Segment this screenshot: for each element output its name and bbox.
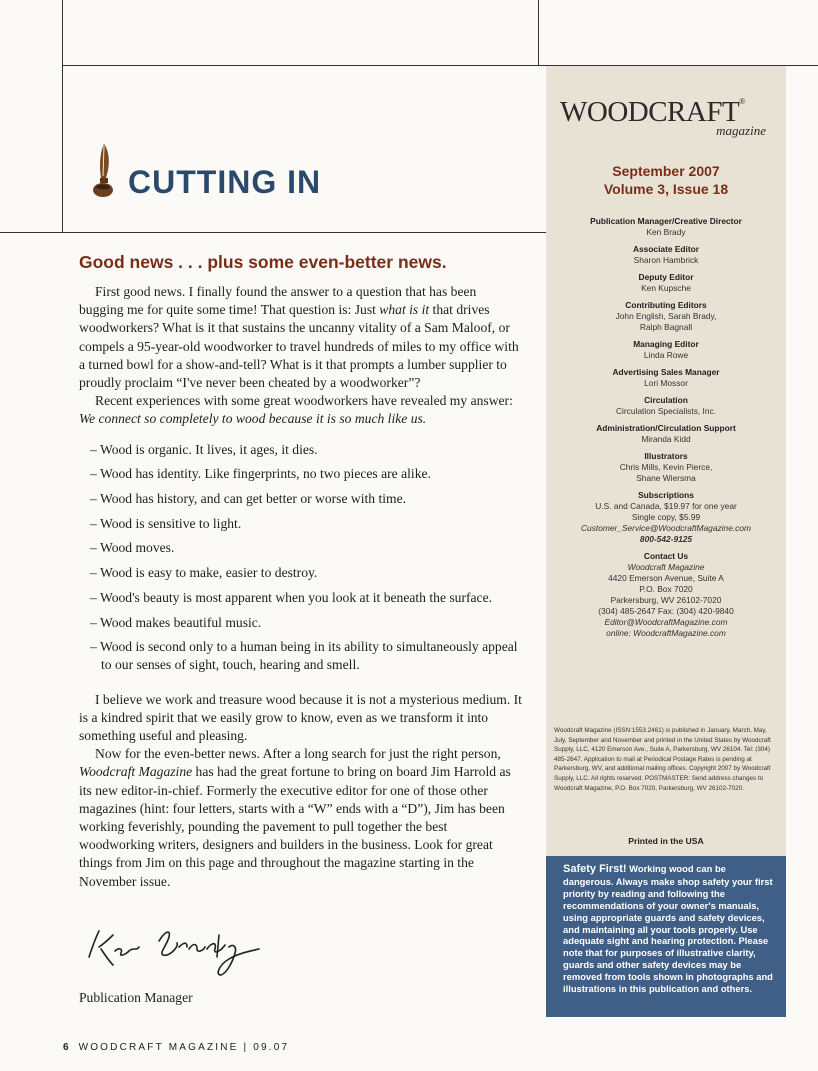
list-item: – Wood is organic. It lives, it ages, it dies. — [90, 441, 524, 459]
list-item: – Wood has history, and can get better or worse with time. — [90, 490, 524, 508]
list-item: – Wood is second only to a human being in its ability to simultaneously appeal to our senses of sight, touch, hearing and smell. — [90, 638, 524, 674]
quill-pen-icon — [86, 142, 120, 198]
staff-role: Advertising Sales Manager — [612, 367, 720, 377]
article-paragraph: Recent experiences with some great woodworkers have revealed my answer: We connect so completely to wood because it is so much like us. — [79, 393, 513, 427]
signature-caption: Publication Manager — [79, 989, 193, 1005]
trim-line — [538, 0, 539, 66]
article-paragraph: First good news. I finally found the answer to a question that has been bugging me for quite some time! That question is: Just what is it that drives woodworkers? What is it that sustains the uncanny vitality of a Sam Maloof, or compels a 95-year-old woodworker to travel hundreds of miles to my office with a turned bowl for a show-and-tell? What is it that prompts a lumber supplier to proudly proclaim “I've never been cheated by a woodworker”? — [79, 284, 519, 391]
issue-volume: Volume 3, Issue 18 — [603, 181, 729, 197]
customer-service-email: Customer_Service@WoodcraftMagazine.com — [580, 523, 751, 533]
staff-name: Circulation Specialists, Inc. — [615, 406, 717, 416]
staff-name: John English, Sarah Brady, — [615, 311, 717, 321]
page-title: CUTTING IN — [128, 164, 322, 200]
staff-role: Administration/Circulation Support — [596, 423, 736, 433]
staff-name: Ken Kupsche — [641, 283, 691, 293]
staff-name: Sharon Hambrick — [633, 255, 699, 265]
list-item: – Wood is sensitive to light. — [90, 515, 524, 533]
list-item: – Wood is easy to make, easier to destroy. — [90, 564, 524, 582]
contact-name: Woodcraft Magazine — [627, 562, 705, 572]
publication-info: Woodcraft Magazine (ISSN:1553.2461) is published in January, March, May, July, September and November and printed in the United States by Woodcraft Supply, LLC, 4120 Emerson Ave., Suite A, Parkersburg, WV 26104. Tel: (304) 485-2647. Application to mail at Periodical Postage Rates is pending at Parkersburg, WV, and additional mailing offices. Copyright 2007 by Woodcraft Supply, LLC. All rights reserved. POSTMASTER: Send address changes to Woodcraft Magazine, P.O. Box 7020, Parkersburg, WV 26102-7020. — [554, 727, 771, 792]
wood-list — [90, 441, 524, 675]
article-paragraph: Now for the even-better news. After a long search for just the right person, Woodcraft Magazine has had the great fortune to bring on board Jim Harrold as its new editor-in-chief. Formerly the executive editor for one of those other magazines (hint: four letters, starts with a “W” ends with a “D”), Jim has been working feverishly, pounding the pavement to pull together the best woodworking writers, designers and builders in the business. Look for great things from Jim on this page and throughout the magazine starting in the November issue. — [79, 746, 511, 889]
signature — [79, 917, 279, 979]
staff-role: Illustrators — [644, 451, 688, 461]
editorial-article — [79, 252, 524, 1006]
contact-line: (304) 485-2647 Fax: (304) 420-9840 — [598, 606, 734, 616]
contact-website: online: WoodcraftMagazine.com — [606, 628, 726, 638]
contact-line: P.O. Box 7020 — [639, 584, 693, 594]
list-item: – Wood moves. — [90, 539, 524, 557]
staff-role: Contributing Editors — [625, 300, 707, 310]
safety-notice — [546, 856, 786, 1017]
staff-name: Chris Mills, Kevin Pierce, — [619, 462, 713, 472]
list-item: – Wood makes beautiful music. — [90, 614, 524, 632]
staff-role: Deputy Editor — [638, 272, 694, 282]
trim-line — [62, 66, 63, 232]
staff-role: Circulation — [644, 395, 688, 405]
subscription-phone: 800-542-9125 — [639, 534, 693, 544]
contact-line: Parkersburg, WV 26102-7020 — [610, 595, 722, 605]
page-footer — [63, 1042, 289, 1053]
staff-name: Single copy, $5.99 — [631, 512, 701, 522]
staff-name: Ralph Bagnall — [639, 322, 693, 332]
safety-lead: Safety First! — [563, 863, 627, 875]
list-item: – Wood's beauty is most apparent when you look at it beneath the surface. — [90, 589, 524, 607]
contact-line: 4420 Emerson Avenue, Suite A — [608, 573, 724, 583]
staff-role: Associate Editor — [632, 244, 700, 254]
staff-name: Lori Mossor — [644, 378, 688, 388]
woodcraft-logo: WOODCRAFT® magazine — [560, 96, 766, 138]
list-item: – Wood has identity. Like fingerprints, no two pieces are alike. — [90, 465, 524, 483]
staff-role: Managing Editor — [633, 339, 699, 349]
contact-email: Editor@WoodcraftMagazine.com — [604, 617, 728, 627]
trim-line — [62, 0, 63, 66]
staff-role: Subscriptions — [638, 490, 694, 500]
safety-text: Working wood can be dangerous. Always make shop safety your first priority by reading and following the recommendations of your owner's manuals, using appropriate guards and safety devices, and maintaining all your tools properly. Use adequate sight and hearing protection. Please note that for purposes of illustrative clarity, guards and other safety devices may be removed from tools shown in photographs and illustrations in this publication and others. — [563, 863, 773, 995]
staff-name: U.S. and Canada, $19.97 for one year — [595, 501, 737, 511]
trim-line — [0, 232, 546, 233]
staff-role: Contact Us — [643, 551, 689, 561]
issue-info — [546, 162, 786, 198]
staff-name: Miranda Kidd — [641, 434, 691, 444]
staff-name: Ken Brady — [646, 227, 686, 237]
staff-name: Shane Wiersma — [636, 473, 696, 483]
printed-note: Printed in the USA — [628, 836, 704, 846]
staff-role: Publication Manager/Creative Director — [590, 216, 742, 226]
issue-date: September 2007 — [612, 163, 720, 179]
article-paragraph: I believe we work and treasure wood because it is not a mysterious medium. It is a kindred spirit that we easily grow to know, even as we transform it into something useful and pleasing. — [79, 691, 522, 744]
masthead-sidebar — [546, 66, 786, 856]
staff-name: Linda Rowe — [643, 350, 689, 360]
footer-text: WOODCRAFT MAGAZINE | 09.07 — [78, 1042, 290, 1053]
column-header — [86, 142, 321, 198]
staff-list — [546, 216, 786, 639]
page-number: 6 — [63, 1042, 69, 1053]
article-headline: Good news . . . plus some even-better news. — [79, 252, 447, 272]
